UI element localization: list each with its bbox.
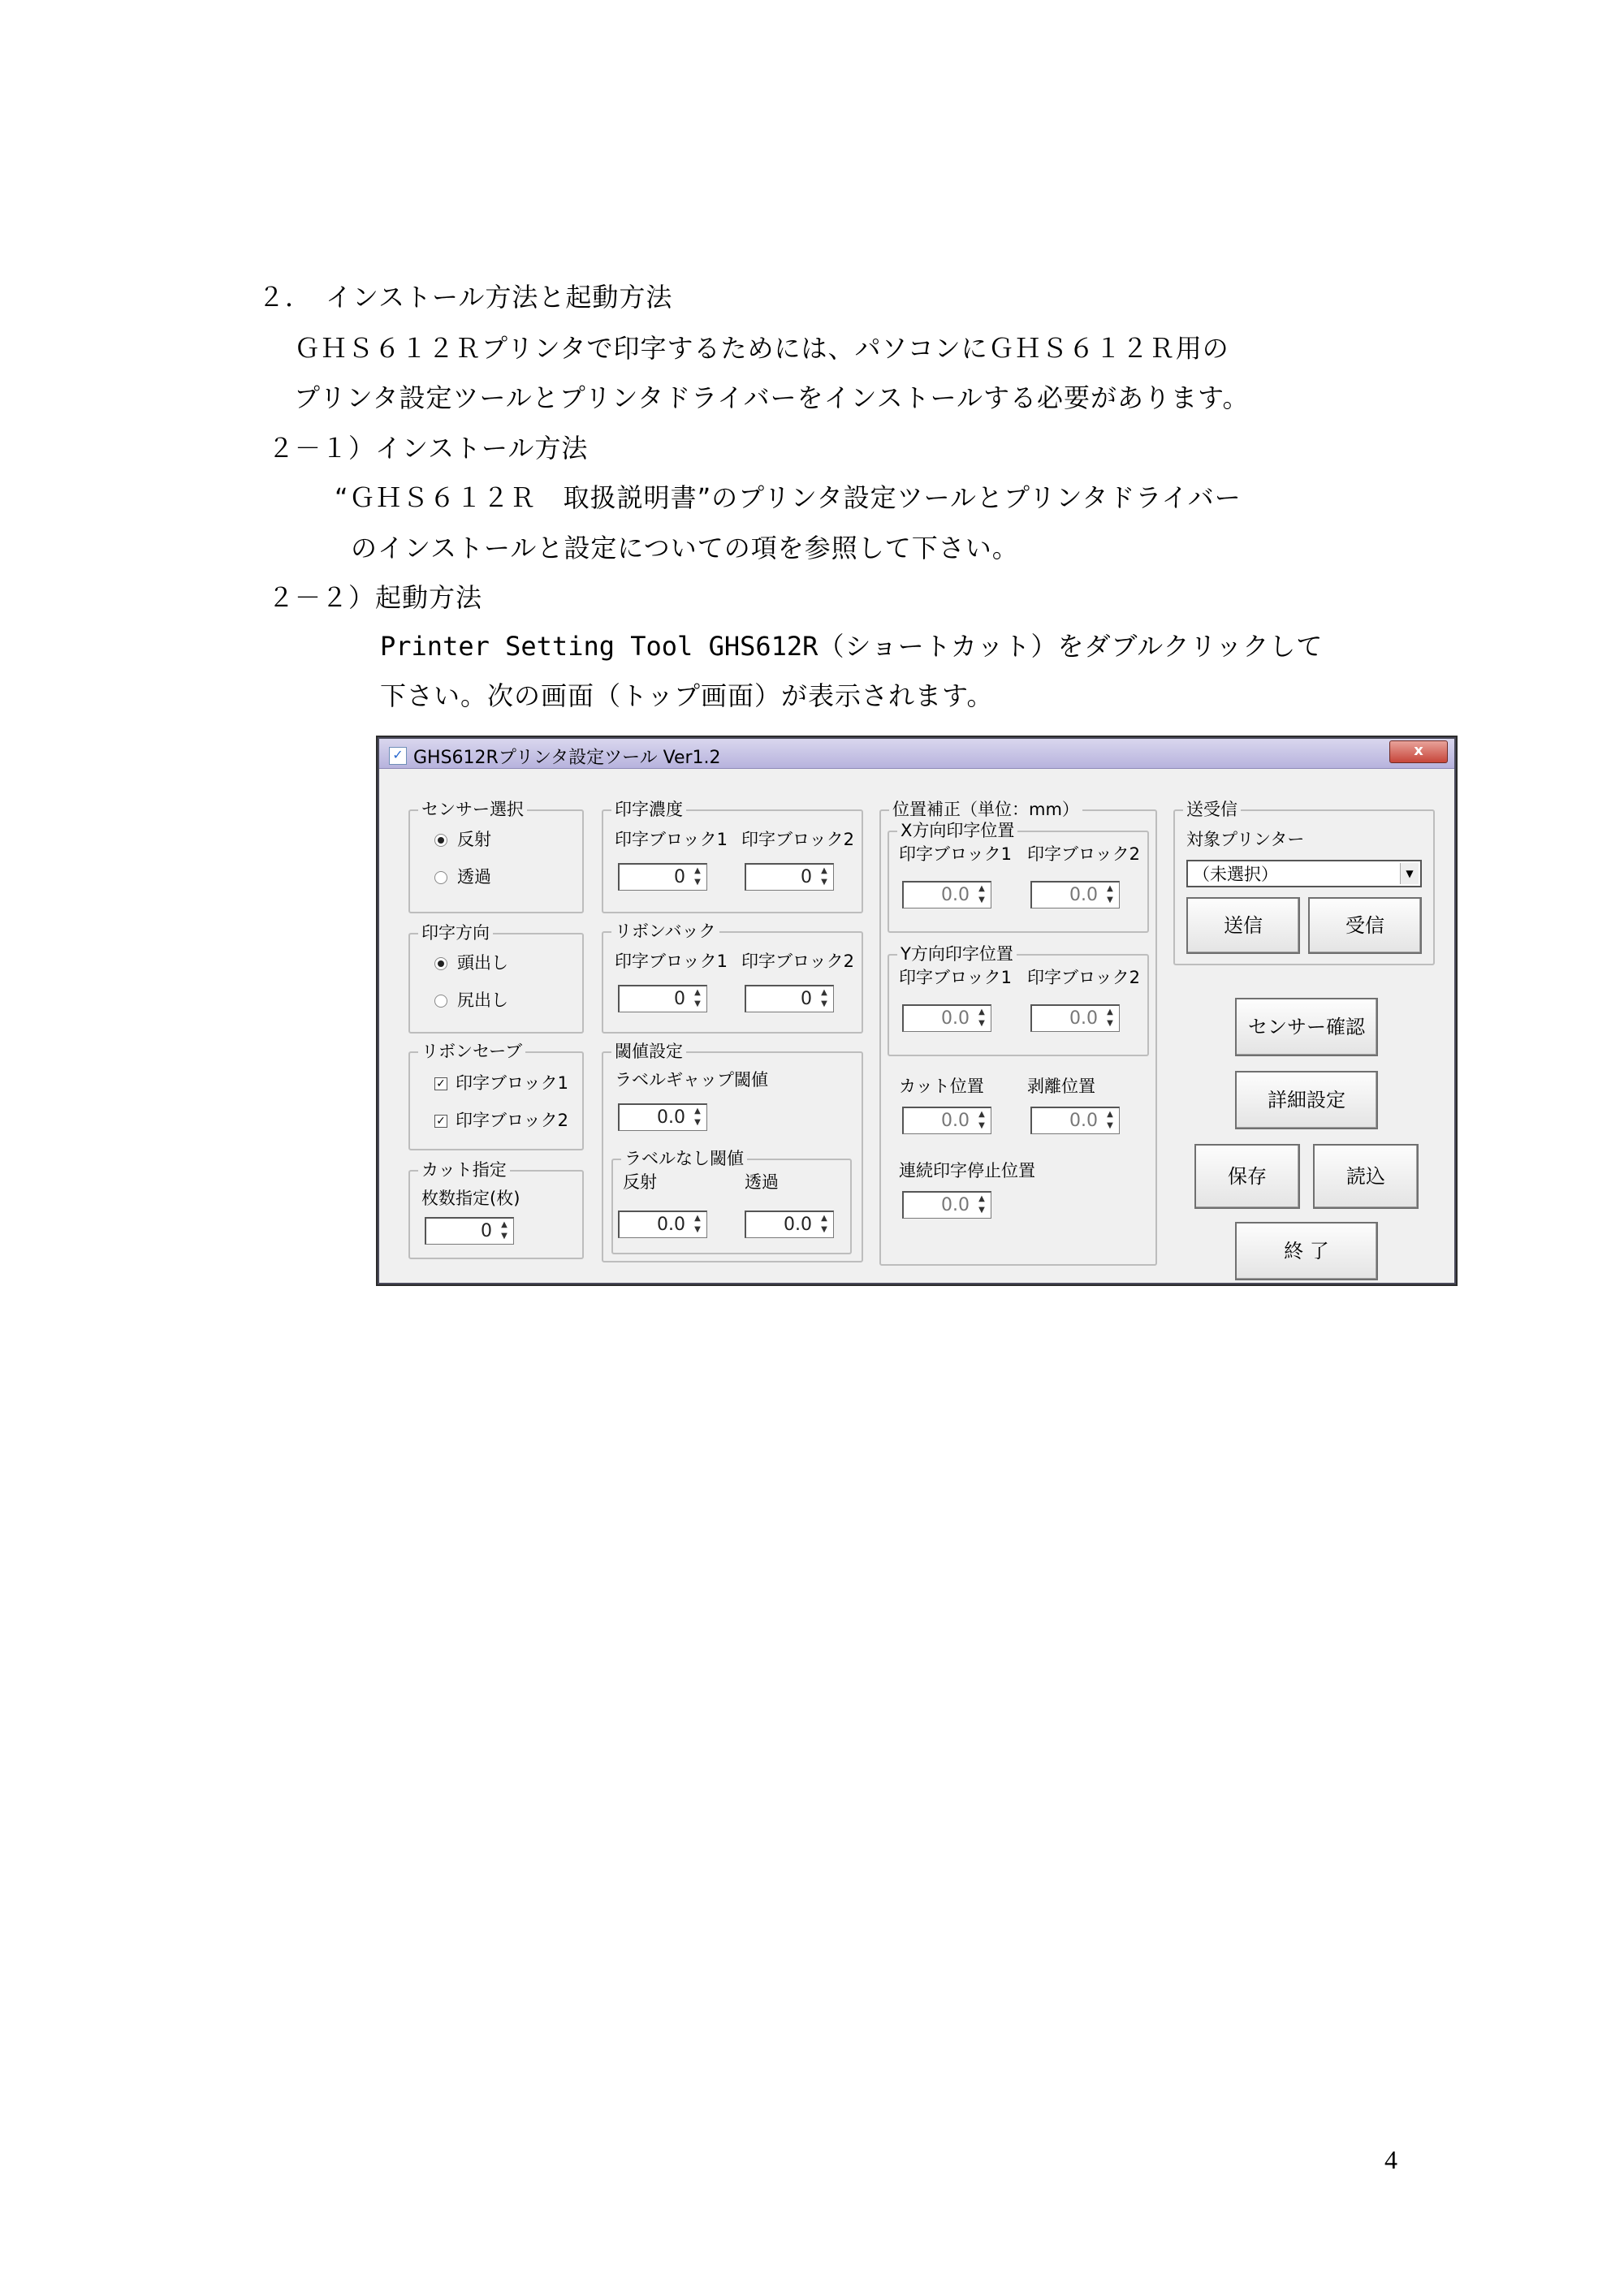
position-correction-group xyxy=(879,800,1157,1266)
no-label-transmit-value: 0.0 xyxy=(784,1215,812,1235)
target-printer-select[interactable] xyxy=(1186,860,1422,887)
intro-line-2: プリンタ設定ツールとプリンタドライバーをインストールする必要があります。 xyxy=(294,382,1250,413)
peel-position-label: 剥離位置 xyxy=(1027,1077,1095,1096)
install-line-2: のインストールと設定についての項を参照して下さい。 xyxy=(351,533,1019,563)
density-block2-value: 0 xyxy=(801,867,812,887)
cut-position-label: カット位置 xyxy=(899,1077,984,1096)
ribbon-back-caption: リボンバック xyxy=(611,921,719,941)
threshold-group xyxy=(602,1042,863,1262)
send-receive-caption: 送受信 xyxy=(1183,800,1241,819)
checkmark-icon: ✓ xyxy=(434,1115,447,1128)
x-block1-spinner[interactable] xyxy=(902,881,991,908)
ribbon-back-group xyxy=(602,921,863,1034)
target-printer-label: 対象プリンター xyxy=(1186,830,1305,849)
density-block2-spinner[interactable] xyxy=(745,863,834,891)
y-position-group xyxy=(888,944,1149,1056)
x-block1-value: 0.0 xyxy=(941,885,970,905)
no-label-transmit-label: 透過 xyxy=(745,1172,779,1192)
cut-count-label: 枚数指定(枚) xyxy=(421,1189,520,1208)
no-label-reflect-value: 0.0 xyxy=(657,1215,685,1235)
cut-position-spinner[interactable] xyxy=(902,1107,991,1134)
direction-head-label: 頭出し xyxy=(457,953,508,973)
peel-position-spinner[interactable] xyxy=(1030,1107,1120,1134)
y-block2-value: 0.0 xyxy=(1069,1008,1098,1029)
sensor-transmit-label: 透過 xyxy=(457,867,491,887)
target-printer-value: （未選択） xyxy=(1193,865,1278,884)
ribbon-back-block2-spinner[interactable] xyxy=(745,985,834,1012)
x-position-caption: X方向印字位置 xyxy=(897,821,1017,840)
spin-arrows-icon[interactable]: ▲ ▼ xyxy=(821,988,827,1008)
install-line-1: “ＧＨＳ６１２Ｒ 取扱説明書”のプリンタ設定ツールとプリンタドライバー xyxy=(335,482,1242,513)
no-label-transmit-spinner[interactable] xyxy=(745,1211,834,1238)
y-block1-value: 0.0 xyxy=(941,1008,970,1029)
density-block1-spinner[interactable] xyxy=(618,863,707,891)
cut-count-spinner[interactable] xyxy=(425,1217,514,1245)
send-receive-group xyxy=(1173,800,1435,965)
detail-settings-button[interactable]: 詳細設定 xyxy=(1235,1071,1378,1129)
launch-line-1 xyxy=(380,630,1323,662)
print-direction-group xyxy=(408,923,584,1034)
ribbon-save-block1-label: 印字ブロック1 xyxy=(456,1073,568,1093)
threshold-caption: 閾値設定 xyxy=(611,1042,686,1061)
spin-arrows-icon[interactable]: ▲ ▼ xyxy=(694,988,701,1008)
load-button[interactable]: 読込 xyxy=(1313,1144,1419,1209)
radio-selected-icon xyxy=(434,834,447,847)
no-label-threshold-caption: ラベルなし閾値 xyxy=(621,1149,747,1168)
subsection-install-heading: ２－１）インストール方法 xyxy=(268,433,589,464)
x-position-group xyxy=(888,821,1149,933)
window-client-area xyxy=(379,769,1454,1283)
no-label-reflect-label: 反射 xyxy=(623,1172,657,1192)
y-block2-label: 印字ブロック2 xyxy=(1027,968,1140,987)
launch-line-1-text: （ショートカット）をダブルクリックして xyxy=(818,631,1324,662)
peel-position-value: 0.0 xyxy=(1069,1111,1098,1131)
ribbon-back-block1-value: 0 xyxy=(674,989,685,1009)
density-block2-label: 印字ブロック2 xyxy=(741,830,854,849)
ribbon-save-block1-checkbox[interactable] xyxy=(434,1072,568,1094)
spin-arrows-icon[interactable]: ▲ ▼ xyxy=(978,1110,985,1130)
x-block2-spinner[interactable] xyxy=(1030,881,1120,908)
exit-button[interactable]: 終 了 xyxy=(1235,1222,1378,1280)
checkmark-icon: ✓ xyxy=(434,1077,447,1090)
cut-position-value: 0.0 xyxy=(941,1111,970,1131)
x-block2-value: 0.0 xyxy=(1069,885,1098,905)
no-label-threshold-group xyxy=(611,1149,852,1254)
label-gap-threshold-spinner[interactable] xyxy=(618,1103,707,1131)
subsection-launch-heading: ２－２）起動方法 xyxy=(268,582,483,613)
close-button[interactable]: x xyxy=(1389,740,1448,763)
direction-tail-radio[interactable] xyxy=(434,990,508,1011)
sensor-check-button[interactable]: センサー確認 xyxy=(1235,998,1378,1056)
cut-setting-caption: カット指定 xyxy=(418,1160,510,1180)
sensor-reflect-label: 反射 xyxy=(457,830,491,849)
y-block2-spinner[interactable] xyxy=(1030,1004,1120,1032)
ribbon-back-block2-value: 0 xyxy=(801,989,812,1009)
page-number: 4 xyxy=(1384,2145,1397,2174)
sensor-select-caption: センサー選択 xyxy=(418,800,527,819)
ribbon-save-block2-label: 印字ブロック2 xyxy=(456,1111,568,1130)
window-titlebar[interactable] xyxy=(379,739,1454,769)
x-block1-label: 印字ブロック1 xyxy=(899,844,1012,864)
continuous-stop-spinner[interactable] xyxy=(902,1191,991,1219)
radio-selected-icon xyxy=(434,957,447,970)
ribbon-back-block1-spinner[interactable] xyxy=(618,985,707,1012)
dropdown-arrow-icon[interactable]: ▼ xyxy=(1400,863,1419,884)
y-position-caption: Y方向印字位置 xyxy=(897,944,1017,964)
ribbon-back-block2-label: 印字ブロック2 xyxy=(741,952,854,971)
sensor-transmit-radio[interactable] xyxy=(434,866,491,887)
ribbon-save-block2-checkbox[interactable] xyxy=(434,1110,568,1131)
spin-arrows-icon[interactable]: ▲ ▼ xyxy=(1107,884,1113,904)
send-button[interactable]: 送信 xyxy=(1186,897,1300,954)
density-block1-value: 0 xyxy=(674,867,685,887)
section-heading: ２． インストール方法と起動方法 xyxy=(258,282,673,313)
window-title: GHS612Rプリンタ設定ツール Ver1.2 xyxy=(413,748,721,768)
save-button[interactable]: 保存 xyxy=(1194,1144,1300,1209)
app-icon: ✓ xyxy=(389,747,407,765)
ribbon-save-group xyxy=(408,1042,584,1150)
receive-button[interactable]: 受信 xyxy=(1308,897,1422,954)
y-block1-spinner[interactable] xyxy=(902,1004,991,1032)
spin-arrows-icon[interactable]: ▲ ▼ xyxy=(694,1107,701,1127)
print-density-group xyxy=(602,800,863,913)
intro-line-1: ＧＨＳ６１２Ｒプリンタで印字するためには、パソコンにＧＨＳ６１２Ｒ用の xyxy=(294,333,1229,364)
print-density-caption: 印字濃度 xyxy=(611,800,686,819)
continuous-stop-value: 0.0 xyxy=(941,1195,970,1215)
shortcut-name: Printer Setting Tool GHS612R xyxy=(380,631,818,662)
sensor-select-group xyxy=(408,800,584,913)
spin-arrows-icon[interactable]: ▲ ▼ xyxy=(1107,1008,1113,1028)
position-correction-caption: 位置補正（単位：mm） xyxy=(889,800,1082,819)
radio-unselected-icon xyxy=(434,871,447,884)
spin-arrows-icon[interactable]: ▲ ▼ xyxy=(694,1214,701,1234)
direction-head-radio[interactable] xyxy=(434,952,508,973)
sensor-reflect-radio[interactable] xyxy=(434,829,491,850)
cut-count-value: 0 xyxy=(481,1221,492,1241)
label-gap-threshold-label: ラベルギャップ閾値 xyxy=(615,1070,768,1090)
spin-arrows-icon[interactable]: ▲ ▼ xyxy=(694,866,701,887)
spin-arrows-icon[interactable]: ▲ ▼ xyxy=(501,1220,508,1241)
launch-line-2: 下さい。次の画面（トップ画面）が表示されます。 xyxy=(380,680,994,711)
spin-arrows-icon[interactable]: ▲ ▼ xyxy=(1107,1110,1113,1130)
no-label-reflect-spinner[interactable] xyxy=(618,1211,707,1238)
density-block1-label: 印字ブロック1 xyxy=(615,830,728,849)
spin-arrows-icon[interactable]: ▲ ▼ xyxy=(821,866,827,887)
cut-setting-group xyxy=(408,1160,584,1259)
spin-arrows-icon[interactable]: ▲ ▼ xyxy=(978,884,985,904)
radio-unselected-icon xyxy=(434,995,447,1008)
continuous-stop-label: 連続印字停止位置 xyxy=(899,1161,1035,1180)
ribbon-save-caption: リボンセーブ xyxy=(418,1042,525,1061)
spin-arrows-icon[interactable]: ▲ ▼ xyxy=(978,1008,985,1028)
spin-arrows-icon[interactable]: ▲ ▼ xyxy=(821,1214,827,1234)
y-block1-label: 印字ブロック1 xyxy=(899,968,1012,987)
label-gap-threshold-value: 0.0 xyxy=(657,1107,685,1128)
direction-tail-label: 尻出し xyxy=(457,990,508,1010)
ribbon-back-block1-label: 印字ブロック1 xyxy=(615,952,728,971)
x-block2-label: 印字ブロック2 xyxy=(1027,844,1140,864)
spin-arrows-icon[interactable]: ▲ ▼ xyxy=(978,1194,985,1215)
settings-tool-window xyxy=(378,737,1456,1284)
print-direction-caption: 印字方向 xyxy=(418,923,493,943)
